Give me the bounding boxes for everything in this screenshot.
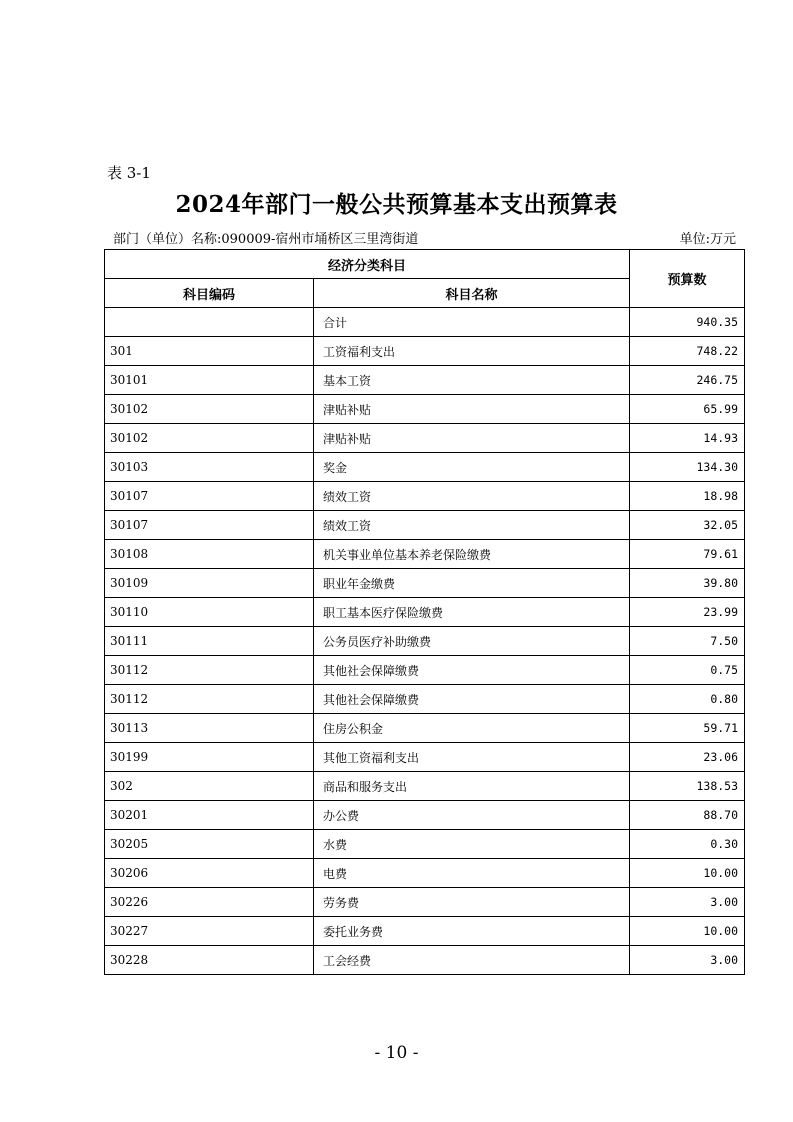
- table-row: [105, 859, 745, 888]
- subject-name-cell: 商品和服务支出: [314, 772, 630, 801]
- subject-name-cell: 合计: [314, 308, 630, 337]
- budget-amount-cell: 10.00: [630, 859, 745, 888]
- budget-amount-cell: 59.71: [630, 714, 745, 743]
- subject-name-cell: 职业年金缴费: [314, 569, 630, 598]
- budget-amount-cell: 138.53: [630, 772, 745, 801]
- subject-name-cell: 委托业务费: [314, 917, 630, 946]
- budget-amount-cell: 23.99: [630, 598, 745, 627]
- subject-code-cell: 30108: [105, 540, 314, 569]
- subject-code-cell: 30102: [105, 395, 314, 424]
- subject-code-cell: 30113: [105, 714, 314, 743]
- subject-code-cell: 30205: [105, 830, 314, 859]
- page-title: 2024年部门一般公共预算基本支出预算表: [175, 191, 618, 218]
- table-row: [105, 946, 745, 975]
- subject-name-cell: 职工基本医疗保险缴费: [314, 598, 630, 627]
- subject-code-cell: 30102: [105, 424, 314, 453]
- budget-amount-cell: 0.80: [630, 685, 745, 714]
- page-number: - 10 -: [374, 1043, 419, 1063]
- table-label: 表 3-1: [107, 164, 151, 182]
- table-row: [105, 308, 745, 337]
- budget-amount-cell: 23.06: [630, 743, 745, 772]
- table-row: [105, 540, 745, 569]
- budget-amount-cell: 0.75: [630, 656, 745, 685]
- table-row: [105, 714, 745, 743]
- table-row: [105, 801, 745, 830]
- subject-name-cell: 工资福利支出: [314, 337, 630, 366]
- subject-name-cell: 绩效工资: [314, 482, 630, 511]
- subject-name-cell: 津贴补贴: [314, 424, 630, 453]
- table-row: [105, 685, 745, 714]
- budget-amount-cell: 32.05: [630, 511, 745, 540]
- table-row: [105, 772, 745, 801]
- subject-code-cell: 30107: [105, 482, 314, 511]
- subject-code-cell: 302: [105, 772, 314, 801]
- table-row: [105, 888, 745, 917]
- subject-code-cell: 30227: [105, 917, 314, 946]
- budget-amount-cell: 14.93: [630, 424, 745, 453]
- header-subject-name: 科目名称: [314, 279, 630, 308]
- subject-name-cell: 其他社会保障缴费: [314, 656, 630, 685]
- subject-code-cell: 30112: [105, 685, 314, 714]
- budget-amount-cell: 7.50: [630, 627, 745, 656]
- subject-name-cell: 其他工资福利支出: [314, 743, 630, 772]
- budget-amount-cell: 3.00: [630, 946, 745, 975]
- table-row: [105, 569, 745, 598]
- table-row: [105, 627, 745, 656]
- budget-amount-cell: 0.30: [630, 830, 745, 859]
- subject-code-cell: 30110: [105, 598, 314, 627]
- subject-name-cell: 办公费: [314, 801, 630, 830]
- budget-amount-cell: 39.80: [630, 569, 745, 598]
- budget-amount-cell: 10.00: [630, 917, 745, 946]
- budget-amount-cell: 246.75: [630, 366, 745, 395]
- subject-code-cell: 30226: [105, 888, 314, 917]
- subject-code-cell: 30103: [105, 453, 314, 482]
- table-row: [105, 424, 745, 453]
- budget-amount-cell: 79.61: [630, 540, 745, 569]
- table-row: [105, 743, 745, 772]
- budget-amount-cell: 18.98: [630, 482, 745, 511]
- subject-name-cell: 水费: [314, 830, 630, 859]
- department-name: 部门（单位）名称:090009-宿州市埇桥区三里湾街道: [113, 232, 419, 247]
- subject-name-cell: 劳务费: [314, 888, 630, 917]
- budget-amount-cell: 748.22: [630, 337, 745, 366]
- budget-table: [104, 249, 745, 975]
- subject-code-cell: 30228: [105, 946, 314, 975]
- budget-amount-cell: 88.70: [630, 801, 745, 830]
- table-row: [105, 656, 745, 685]
- table-row: [105, 482, 745, 511]
- subject-code-cell: 301: [105, 337, 314, 366]
- subject-code-cell: 30199: [105, 743, 314, 772]
- subject-name-cell: 绩效工资: [314, 511, 630, 540]
- subject-code-cell: [105, 308, 314, 337]
- table-row: [105, 337, 745, 366]
- budget-amount-cell: 940.35: [630, 308, 745, 337]
- header-subject-code: 科目编码: [105, 279, 314, 308]
- subject-code-cell: 30112: [105, 656, 314, 685]
- unit-label: 单位:万元: [679, 232, 736, 247]
- subject-name-cell: 电费: [314, 859, 630, 888]
- table-row: [105, 830, 745, 859]
- subject-name-cell: 公务员医疗补助缴费: [314, 627, 630, 656]
- header-budget-amount: 预算数: [630, 250, 745, 308]
- subject-name-cell: 津贴补贴: [314, 395, 630, 424]
- table-row: [105, 511, 745, 540]
- subject-name-cell: 工会经费: [314, 946, 630, 975]
- table-row: [105, 598, 745, 627]
- subject-code-cell: 30201: [105, 801, 314, 830]
- table-row: [105, 917, 745, 946]
- budget-amount-cell: 65.99: [630, 395, 745, 424]
- budget-amount-cell: 134.30: [630, 453, 745, 482]
- subject-name-cell: 奖金: [314, 453, 630, 482]
- table-row: [105, 453, 745, 482]
- subject-code-cell: 30109: [105, 569, 314, 598]
- table-body: [105, 308, 745, 975]
- subject-code-cell: 30111: [105, 627, 314, 656]
- table-row: [105, 366, 745, 395]
- table-row: [105, 395, 745, 424]
- subject-name-cell: 其他社会保障缴费: [314, 685, 630, 714]
- subject-name-cell: 住房公积金: [314, 714, 630, 743]
- budget-amount-cell: 3.00: [630, 888, 745, 917]
- subject-code-cell: 30206: [105, 859, 314, 888]
- subject-code-cell: 30107: [105, 511, 314, 540]
- subject-name-cell: 机关事业单位基本养老保险缴费: [314, 540, 630, 569]
- header-economic-classification: 经济分类科目: [105, 250, 630, 279]
- subject-name-cell: 基本工资: [314, 366, 630, 395]
- subject-code-cell: 30101: [105, 366, 314, 395]
